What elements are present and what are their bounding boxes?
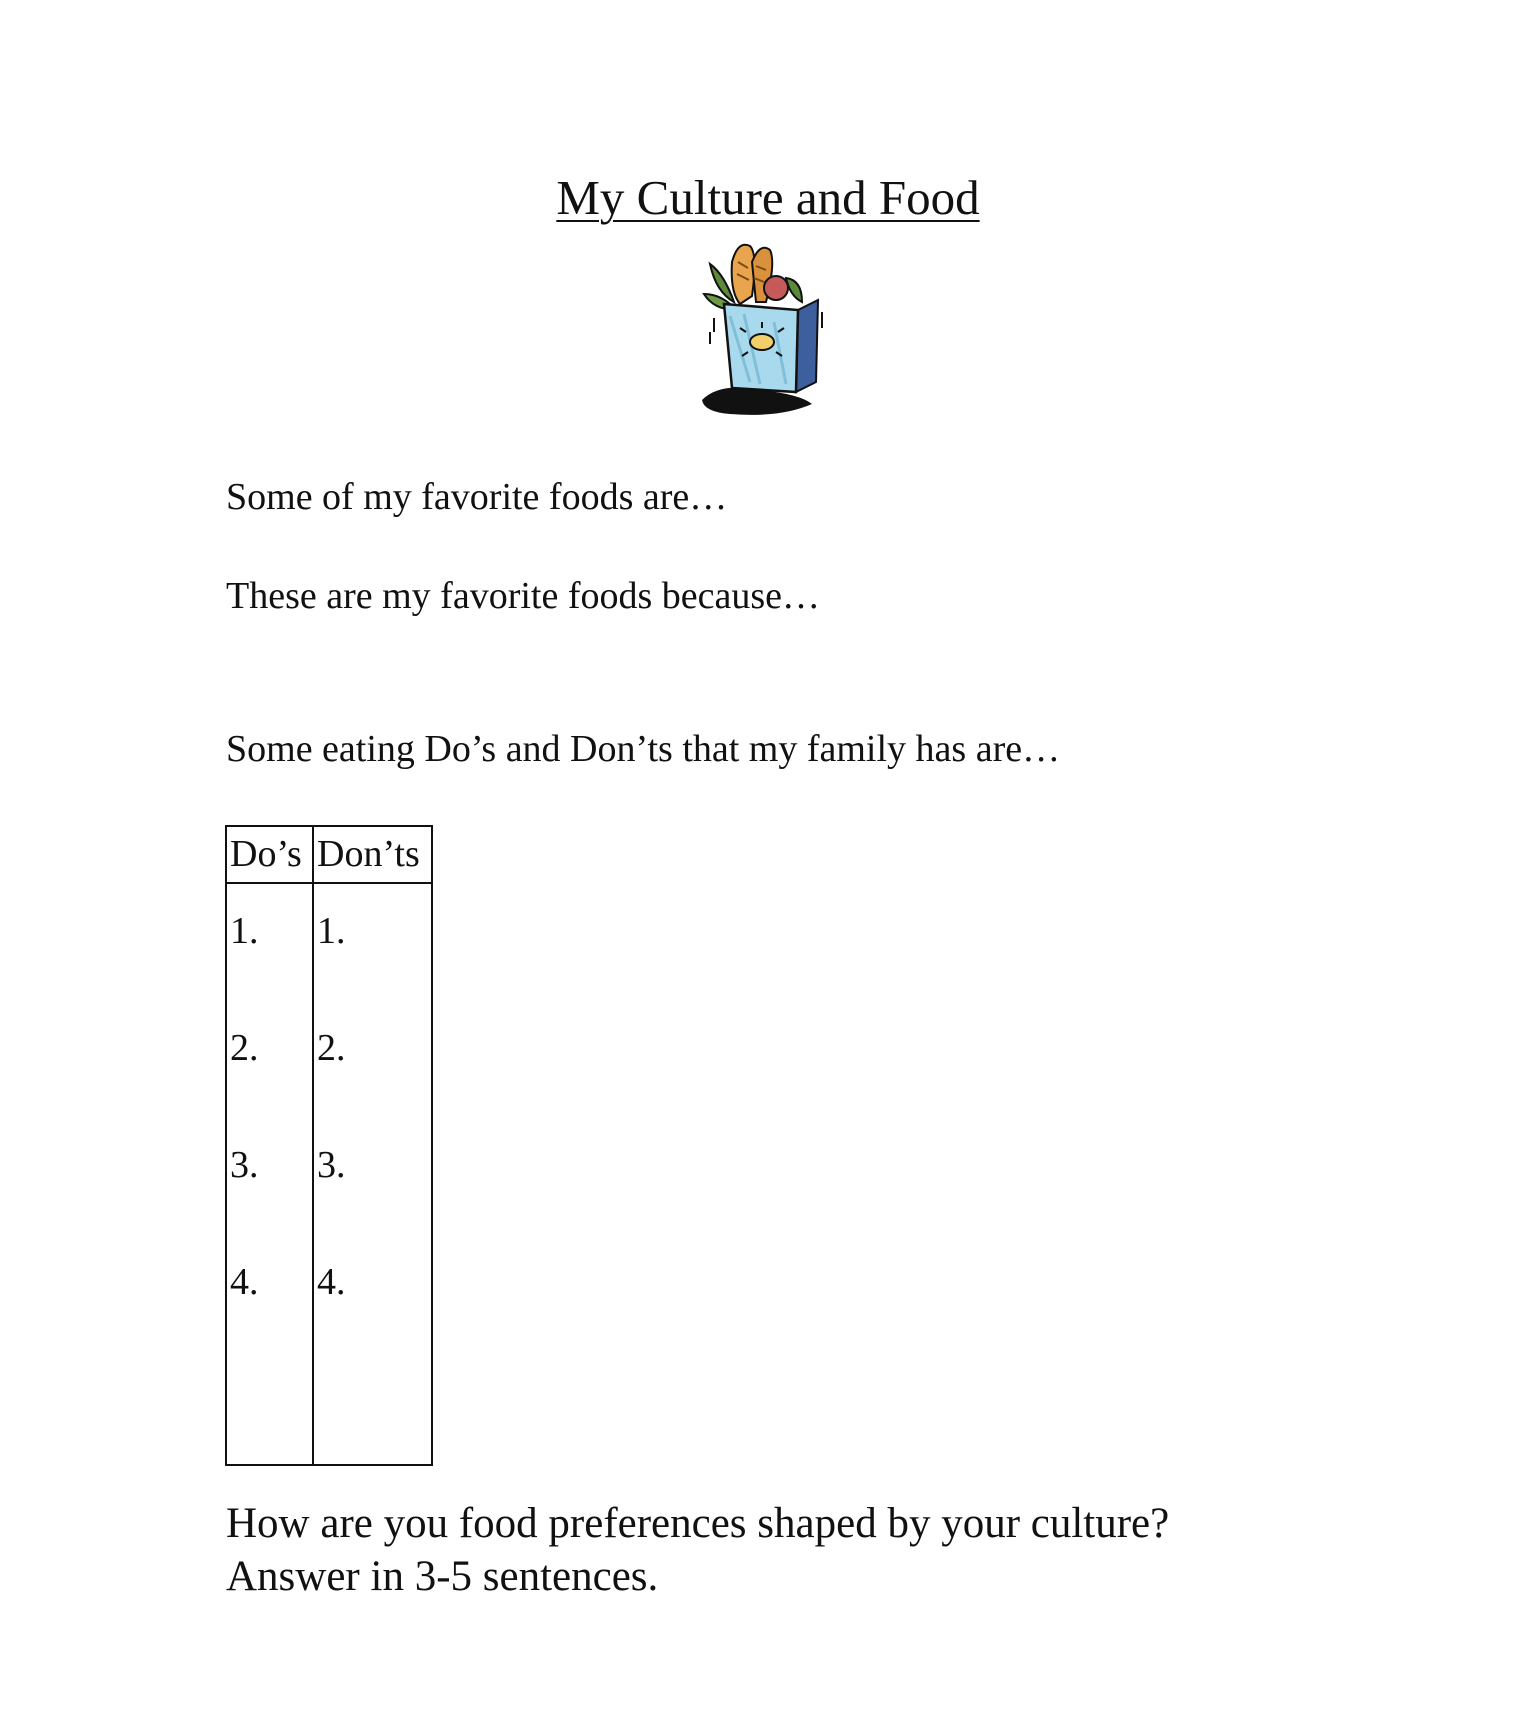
page-title: My Culture and Food <box>556 170 980 225</box>
dos-item-number: 2. <box>230 1027 259 1069</box>
dos-donts-table <box>225 825 433 1466</box>
donts-header: Don’ts <box>313 826 432 883</box>
question-instruction: Answer in 3-5 sentences. <box>226 1553 659 1600</box>
culture-question <box>226 1497 1169 1603</box>
reasons-prompt: These are my favorite foods because… <box>226 575 821 617</box>
dos-item-number: 3. <box>230 1144 259 1186</box>
donts-item-number: 1. <box>317 910 346 952</box>
dos-donts-prompt: Some eating Do’s and Don’ts that my family has are… <box>226 728 1061 770</box>
dos-item-number: 1. <box>230 910 259 952</box>
dos-item-number: 4. <box>230 1261 259 1303</box>
donts-item-number: 3. <box>317 1144 346 1186</box>
donts-item-number: 4. <box>317 1261 346 1303</box>
grocery-bag-icon <box>690 232 830 422</box>
favorite-foods-prompt: Some of my favorite foods are… <box>226 476 728 518</box>
question-line: How are you food preferences shaped by your culture? <box>226 1500 1170 1547</box>
donts-column <box>313 883 432 1465</box>
donts-item-number: 2. <box>317 1027 346 1069</box>
dos-column <box>226 883 313 1465</box>
dos-header: Do’s <box>226 826 313 883</box>
